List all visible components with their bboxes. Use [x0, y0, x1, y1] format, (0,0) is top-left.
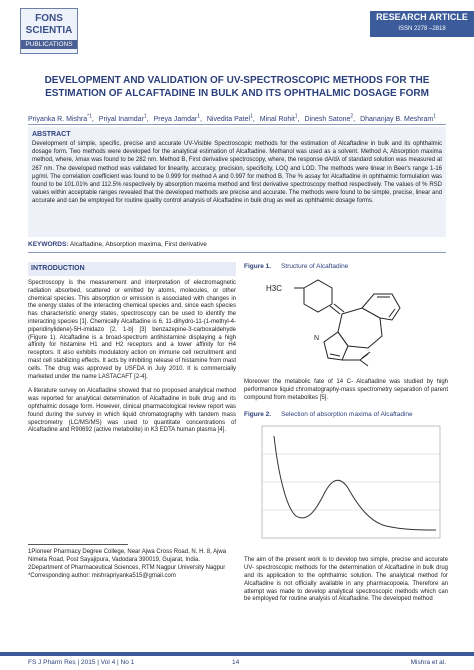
author[interactable]: Dinesh Satone$^2$,	[304, 114, 356, 124]
banner-title: RESEARCH ARTICLE	[376, 12, 468, 22]
figure-2-title: Selection of absorption maxima of Alcaftadine	[281, 411, 413, 419]
author[interactable]: Priyal Inamdar$^1$,	[98, 114, 149, 124]
figure-2-number: Figure 2.	[244, 411, 272, 419]
right-column	[244, 262, 448, 604]
right-paragraph-1: Moreover the metabolic fate of 14 C- Alcaftadine was studied by high performance liquid chromatography-mass spectrometry separation of parent compound from metabolites [5].	[244, 379, 448, 401]
logo-line-1: FONS	[35, 13, 63, 24]
logo-line-2: SCIENTIA	[25, 25, 73, 36]
affiliation-1: 1Pioneer Pharmacy Degree College, Near Ajwa Cross Road, N. H. 8, Ajwa Nimeta Road, Post Sayajipura, Vadodara 390019, Gujarat, India.	[28, 549, 227, 563]
keywords-label: KEYWORDS:	[28, 241, 69, 248]
running-author: Mishra et al.	[410, 659, 446, 666]
figure-2-caption	[244, 410, 448, 420]
figure-1-title: Structure of Alcaftadine	[281, 263, 349, 270]
divider	[28, 124, 446, 125]
keywords	[28, 240, 446, 249]
absorption-spectrum-figure	[244, 422, 448, 544]
author[interactable]: Preya Jamdar$^1$,	[153, 114, 202, 124]
alcaftadine-structure	[244, 274, 448, 370]
divider	[28, 252, 446, 253]
author[interactable]: Priyanka R. Mishra$^{*1}$,	[28, 114, 94, 124]
research-article-banner	[370, 11, 474, 37]
corresponding-author[interactable]: *Corresponding author: mishrapriyanka515@gmail.com	[28, 573, 176, 579]
left-column	[28, 262, 236, 435]
affiliations	[28, 548, 236, 580]
author[interactable]: Dhananjay B. Meshram$^1$	[360, 114, 437, 124]
page-number: 14	[232, 659, 240, 666]
keywords-value: Alcaftadine, Absorption maxima, First derivative	[68, 241, 207, 248]
intro-paragraph-2: A literature survey on Alcaftadine showed that no proposed analytical method was reported for analytical determination of Alcaftadine in bulk drug and its ophthalmic dosage form. However, clinical pharmacological review report was found during the survey in which liquid chromatography with tandem mass spectrometry (LC/MS/MS) was used to quantitate concentrations of Alcaftadine and R90692 (active metabolite) in K3 EDTA human plasma [4].	[28, 388, 236, 434]
intro-paragraph-1: Spectroscopy is the measurement and interpretation of electromagnetic radiation absorbed, scattered or emitted by atoms, molecules, or other chemical species. This absorption or emission is associated with changes in the energy states of the interacting chemical species and, since each species has characteristic energy states, spectroscopy can be used to identify the interacting species [1]. Chemically Alcaftadine is 6, 11-dihydro-11-(1-methyl-4-piperidinylidene)-5H-imidazo [2, 1-b] [3] benzazepine-3-carboxaldehyde (Figure 1). Alcaftadine is a broad-spectrum antihistamine displaying a high affinity for histamine H1 and H2 receptors and a lower affinity for H4 receptors. It also exhibits modulatory action on immune cell recruitment and mast cell stabilizing effects. It acts by inhibiting release of histamine from mast cells. The drug was approved by USFDA in July 2010. It is commercially marketed under the name LASTACAFT [2-4].	[28, 280, 236, 380]
footnote-divider	[28, 544, 128, 545]
abstract-heading: ABSTRACT	[32, 131, 71, 138]
introduction-heading: INTRODUCTION	[28, 262, 236, 276]
affiliation-2: 2Department of Pharmaceutical Sciences, RTM Nagpur University Nagpur	[28, 565, 226, 571]
abstract-section	[28, 127, 446, 237]
footer-bar	[0, 652, 474, 656]
author[interactable]: Nivedita Patel$^1$,	[206, 114, 255, 124]
figure-1-number: Figure 1.	[244, 263, 272, 270]
paper-title: DEVELOPMENT AND VALIDATION OF UV-SPECTROSCOPIC METHODS FOR THE ESTIMATION OF ALCAFTADINE IN BULK AND ITS OPHTHALMIC DOSAGE FORM	[44, 75, 430, 99]
issn-label: ISSN 2278 –2818	[398, 26, 446, 32]
page-footer	[0, 658, 474, 670]
methyl-label: H3C	[266, 284, 283, 293]
journal-citation: FS J Pharm Res | 2015 | Vol 4 | No 1	[28, 659, 135, 666]
right-paragraph-2: The aim of the present work is to develop two simple, precise and accurate UV- spectroscopic methods for the determination of Alcaftadine in bulk drug and its application to the ophthalmic solution. The analytical method for Alcaftadine is not officially available in any pharmacopoeia. Therefore an attempt was made to develop analytical spectroscopic methods which can be employed for routine analysis of Alcaftadine. The developed method	[244, 557, 448, 603]
journal-logo	[20, 8, 78, 54]
author[interactable]: Minal Rohit$^1$,	[259, 114, 300, 124]
abstract-text: Development of simple, specific, precise and accurate UV-Visible Spectroscopic methods for the estimation of Alcaftadine in bulk and its ophthalmic dosage form. Two methods were developed for the analytical estimation of Alcaftadine. Methanol was used as a solvent. Method A, Absorption maxima method, where, λmax was found to be 282 nm. Method B, First derivative spectroscopy, where, the response dA/dλ of standard solution was measured at 267 nm. The developed method was validated for linearity, accuracy, precision, specificity, LOQ and LOD. The methods were linear in Beer's range 1-16 µg/ml. The correlation coefficient was found to be 0.999 for method A and 0.997 for method B. The % assay for Alcaftadine in ophthalmic formulation was found to be 101.01% and 112.5% respectively by absorption maxima method and first derivative spectroscopy method respectively. The values of % RSD values within acceptable ranges revealed that the developed methods are precise and accurate. The methods were found to be simple, precise, linear and accurate and can be employed for routine quality control analysis of Alcaftadine in bulk drug as well as ophthalmic dosage forms.	[32, 141, 442, 205]
nitrogen-label: N	[314, 335, 320, 342]
logo-line-3: PUBLICATIONS	[21, 40, 77, 49]
figure-1-caption	[244, 262, 448, 272]
